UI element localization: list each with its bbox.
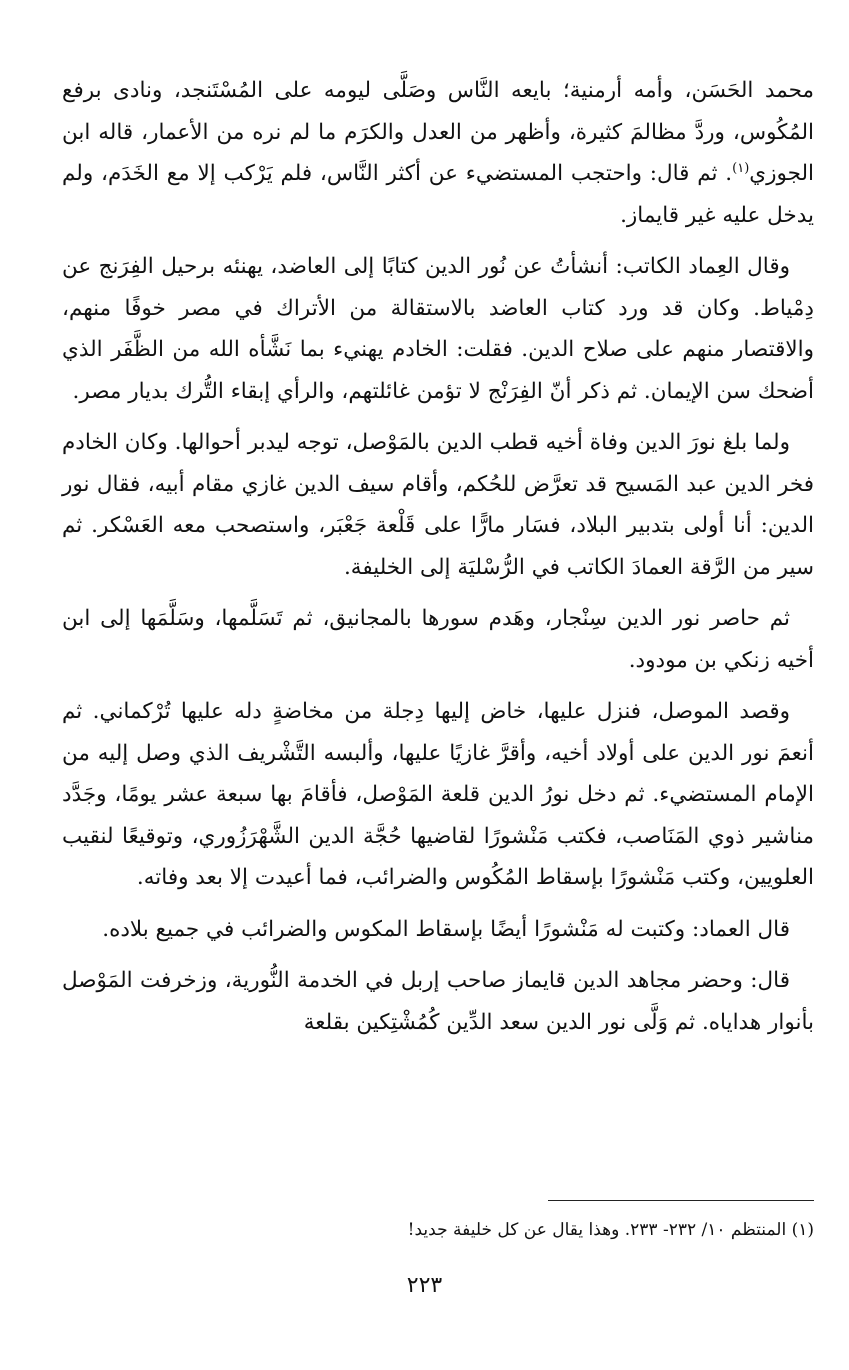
paragraph: وقصد الموصل، فنزل عليها، خاض إليها دِجلة من مخاضةٍ دله عليها تُرْكماني. ثم أنعمَ نور الدين على أولاد أخيه، وأقرَّ غازيًا عليها، وألبسه التَّشْريف الذي وصل إليه من الإمام المستضيء. ثم دخل نورُ الدين قلعة المَوْصل، فأقامَ بها سبعة عشر يومًا، وجَدَّد مناشير ذوي المَنَاصب، فكتب مَنْشورًا لقاضيها حُجَّة الدين الشَّهْرَزُوري، وتوقيعًا لنقيب العلويين، وكتب مَنْشورًا بإسقاط المُكُوس والضرائب، فما أعيدت إلا بعد وفاته. <box>62 699 814 890</box>
footnote-separator <box>548 1200 814 1201</box>
paragraph-text: محمد الحَسَن، وأمه أرمنية؛ بايعه النَّاس وصَلَّى ليومه على المُسْتَنجد، ونادى برفع المُكُوس، وردَّ مظالمَ كثيرة، وأظهر من العدل والكرَم ما لم نره من الأعمار، قاله ابن الجوزي <box>62 78 814 186</box>
paragraph: قال: وحضر مجاهد الدين قايماز صاحب إربل في الخدمة النُّورية، وزخرفت المَوْصل بأنوار هداياه. ثم وَلَّى نور الدين سعد الدِّين كُمُشْتِكين بقلعة <box>62 968 814 1035</box>
paragraph-text: . ثم قال: واحتجب المستضيء عن أكثر النَّاس، فلم يَرْكب إلا مع الخَدَم، ولم يدخل عليه غير قايماز. <box>62 161 814 228</box>
paragraph: ثم حاصر نور الدين سِنْجار، وهَدم سورها بالمجانيق، ثم تَسَلَّمها، وسَلَّمَها إلى ابن أخيه زنكي بن مودود. <box>62 606 814 673</box>
page-number: ٢٢٣ <box>406 1273 443 1298</box>
footnote-reference: (١) <box>732 160 750 176</box>
paragraph <box>62 70 814 236</box>
paragraph: قال العماد: وكتبت له مَنْشورًا أيضًا بإسقاط المكوس والضرائب في جميع بلاده. <box>102 916 790 942</box>
page-body <box>62 70 814 1053</box>
paragraph: ولما بلغ نورَ الدين وفاة أخيه قطب الدين بالمَوْصل، توجه ليدبر أحوالها. وكان الخادم فخر الدين عبد المَسيح قد تعرَّض للحُكم، وأقام سيف الدين غازي مقام أبيه، فقال نور الدين: أنا أولى بتدبير البلاد، فسَار مارًّا على قَلْعة جَعْبَر، واستصحب معه العَسْكر. ثم سير من الرَّقة العمادَ الكاتب في الرُّسْليَة إلى الخليفة. <box>62 430 814 580</box>
paragraph: وقال العِماد الكاتب: أنشأتُ عن نُور الدين كتابًا إلى العاضد، يهنئه برحيل الفِرَنج عن دِمْياط. وكان قد ورد كتاب العاضد بالاستقالة من الأتراك في مصر خوفًا منهم، والاقتصار منهم على صلاح الدين. فقلت: الخادم يهنيء بما نَشَّأه الله من الظَّفَر الذي أضحك سن الإيمان. ثم ذكر أنّ الفِرَنْج لا تؤمن غائلتهم، والرأي إبقاء التُّرك بديار مصر. <box>62 254 814 404</box>
footnote: (١) المنتظم ١٠/ ٢٣٢- ٢٣٣. وهذا يقال عن كل خليفة جديد! <box>407 1220 814 1240</box>
